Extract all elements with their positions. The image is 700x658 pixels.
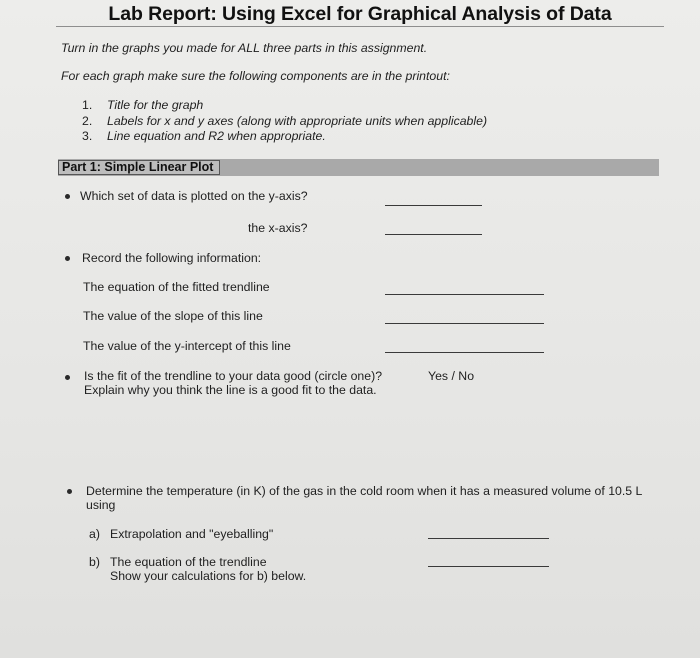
answer-blank-slope[interactable] <box>385 323 544 324</box>
question-x-axis: the x-axis? <box>248 221 308 235</box>
bullet-icon <box>65 194 70 199</box>
temperature-question-using: using <box>86 498 116 512</box>
answer-blank-equation[interactable] <box>385 294 544 295</box>
answer-blank-x-axis[interactable] <box>385 234 482 235</box>
record-heading: Record the following information: <box>82 251 262 265</box>
requirement-text: Title for the graph <box>107 98 204 112</box>
answer-blank-method-b[interactable] <box>428 566 549 567</box>
record-item-slope: The value of the slope of this line <box>83 309 263 323</box>
record-item-intercept: The value of the y-intercept of this line <box>83 339 291 353</box>
answer-blank-method-a[interactable] <box>428 538 549 539</box>
requirement-text: Labels for x and y axes (along with appropriate units when applicable) <box>107 113 488 128</box>
requirement-item <box>82 98 487 114</box>
intro-line-2: For each graph make sure the following components are in the printout: <box>61 69 450 83</box>
bullet-icon <box>65 375 70 380</box>
requirement-item <box>82 114 487 130</box>
fit-question: Is the fit of the trendline to your data good (circle one)? <box>84 369 383 383</box>
bullet-icon <box>67 489 72 494</box>
intro-line-1: Turn in the graphs you made for ALL three parts in this assignment. <box>61 41 428 55</box>
page-title: Lab Report: Using Excel for Graphical Analysis of Data <box>108 3 612 25</box>
requirement-number: 3. <box>82 129 93 144</box>
requirements-list <box>82 98 487 145</box>
method-a-text: Extrapolation and "eyeballing" <box>110 527 274 541</box>
record-item-equation: The equation of the fitted trendline <box>83 280 270 294</box>
method-b-text: The equation of the trendline <box>110 555 267 569</box>
question-y-axis: Which set of data is plotted on the y-axis? <box>80 189 308 203</box>
temperature-question: Determine the temperature (in K) of the gas in the cold room when it has a measured volume of 10.5 L <box>86 484 643 498</box>
requirement-item <box>82 129 487 145</box>
bullet-icon <box>65 256 70 261</box>
answer-blank-y-axis[interactable] <box>385 205 482 206</box>
method-b-instructions: Show your calculations for b) below. <box>110 569 307 583</box>
requirement-number: 2. <box>82 113 93 128</box>
answer-blank-intercept[interactable] <box>385 352 544 353</box>
method-a-label: a) <box>89 527 100 541</box>
fit-options-yes-no[interactable]: Yes / No <box>428 369 475 383</box>
fit-explain: Explain why you think the line is a good fit to the data. <box>84 383 377 397</box>
method-b-label: b) <box>89 555 100 569</box>
title-underline <box>56 26 664 27</box>
requirement-number: 1. <box>82 98 93 112</box>
section-heading-part-1: Part 1: Simple Linear Plot <box>58 160 220 175</box>
requirement-text: Line equation and R2 when appropriate. <box>107 129 326 144</box>
